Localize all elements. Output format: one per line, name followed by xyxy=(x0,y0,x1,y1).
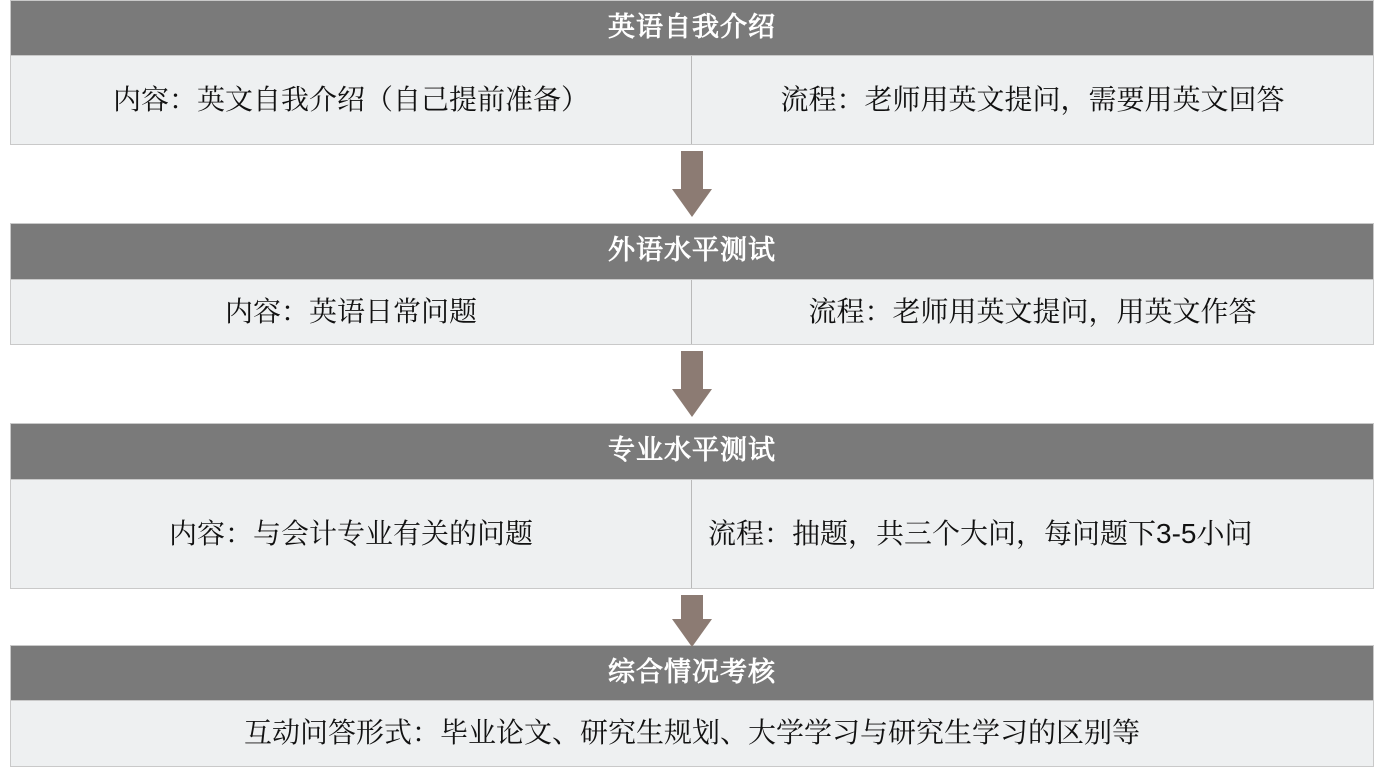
flow-step-3-title: 专业水平测试 xyxy=(11,424,1373,479)
flow-arrow-3 xyxy=(10,589,1374,645)
flow-step-4-body xyxy=(11,701,1373,765)
down-arrow-icon xyxy=(672,151,712,217)
arrow-shaft xyxy=(681,351,703,391)
flow-step-3 xyxy=(10,423,1374,588)
flow-step-3-content-cell xyxy=(11,480,692,588)
flow-stage xyxy=(10,0,1374,767)
flow-arrow-2 xyxy=(10,345,1374,423)
flow-step-3-body xyxy=(11,480,1373,588)
flow-step-4 xyxy=(10,645,1374,767)
flow-step-1-content-label: 内容：英文自我介绍（自己提前准备） xyxy=(112,84,589,116)
arrow-head xyxy=(672,619,712,647)
arrow-shaft xyxy=(681,595,703,621)
arrow-head xyxy=(672,389,712,417)
flow-arrow-1 xyxy=(10,145,1374,223)
flow-step-2-content-label: 内容：英语日常问题 xyxy=(224,295,477,327)
flow-step-2-content-cell xyxy=(11,280,692,344)
flow-step-4-title: 综合情况考核 xyxy=(11,646,1373,701)
arrow-shaft xyxy=(681,151,703,191)
flow-step-2-body xyxy=(11,280,1373,344)
flow-step-2-process-label: 流程：老师用英文提问，用英文作答 xyxy=(808,295,1257,327)
down-arrow-icon xyxy=(672,351,712,417)
flow-step-3-process-label: 流程：抽题，共三个大问，每问题下3-5小问 xyxy=(708,517,1253,549)
flow-step-2 xyxy=(10,223,1374,345)
flow-step-4-content-cell xyxy=(11,701,1373,765)
flow-step-2-title: 外语水平测试 xyxy=(11,224,1373,279)
down-arrow-icon xyxy=(672,595,712,647)
flow-step-1 xyxy=(10,0,1374,145)
flow-step-1-title: 英语自我介绍 xyxy=(11,1,1373,56)
flow-step-2-process-cell xyxy=(692,280,1373,344)
flow-step-1-process-label: 流程：老师用英文提问，需要用英文回答 xyxy=(780,84,1285,116)
flow-step-4-content-label: 互动问答形式：毕业论文、研究生规划、大学学习与研究生学习的区别等 xyxy=(243,717,1140,749)
flow-step-3-content-label: 内容：与会计专业有关的问题 xyxy=(168,517,533,549)
flow-step-1-body xyxy=(11,56,1373,144)
flow-step-1-content-cell xyxy=(11,56,692,144)
flow-step-3-process-cell xyxy=(692,480,1373,588)
flow-step-1-process-cell xyxy=(692,56,1373,144)
arrow-head xyxy=(672,189,712,217)
